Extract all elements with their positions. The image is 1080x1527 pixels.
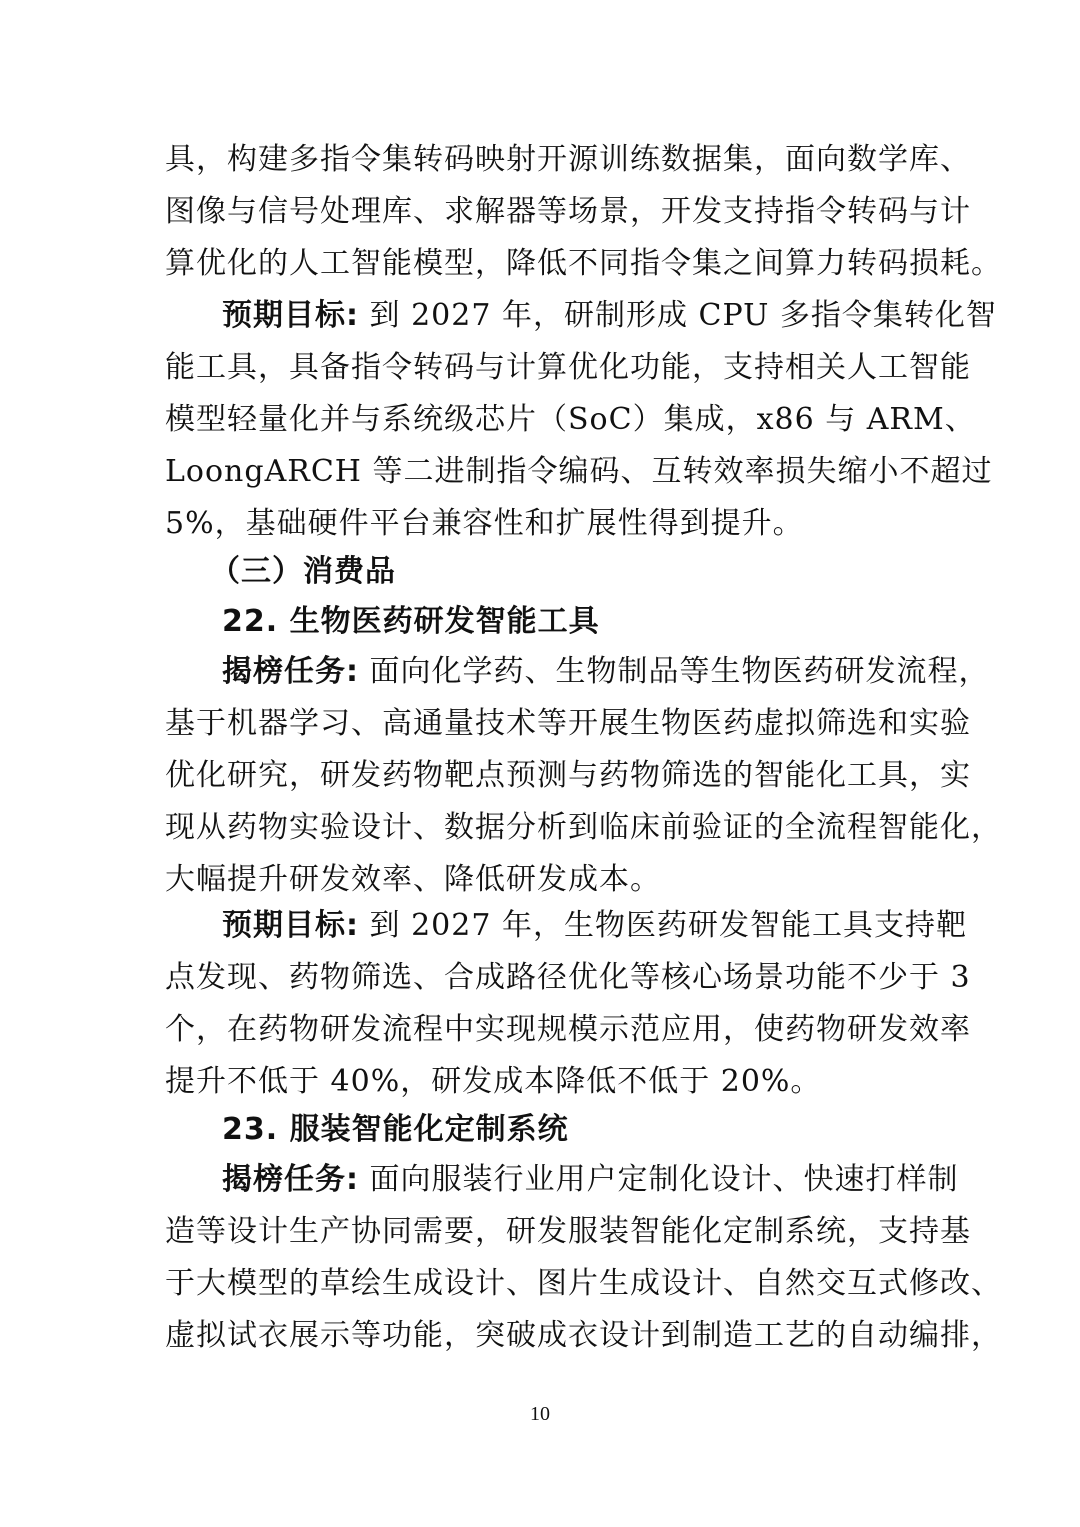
paragraph-line: 点发现、药物筛选、合成路径优化等核心场景功能不少于 3: [165, 960, 971, 995]
item-22-goal-first-line: [222, 906, 967, 946]
goal-label: 预期目标:: [222, 298, 359, 333]
task-label: 揭榜任务:: [222, 1162, 359, 1197]
item-22-task-first-line: [222, 652, 990, 692]
paragraph-line: 个，在药物研发流程中实现规模示范应用，使药物研发效率: [165, 1012, 971, 1047]
paragraph-line: LoongARCH 等二进制指令编码、互转效率损失缩小不超过: [165, 454, 993, 489]
paragraph-line: 模型轻量化并与系统级芯片（SoC）集成，x86 与 ARM、: [165, 402, 976, 437]
paragraph-line: 算优化的人工智能模型，降低不同指令集之间算力转码损耗。: [165, 246, 1002, 281]
paragraph-line: 5%，基础硬件平台兼容性和扩展性得到提升。: [165, 506, 804, 541]
paragraph-line: 现从药物实验设计、数据分析到临床前验证的全流程智能化，: [165, 810, 1002, 845]
goal-label: 预期目标:: [222, 908, 359, 943]
paragraph-line: 基于机器学习、高通量技术等开展生物医药虚拟筛选和实验: [165, 706, 971, 741]
task-text: 面向化学药、生物制品等生物医药研发流程，: [359, 654, 990, 689]
paragraph-line: 造等设计生产协同需要，研发服装智能化定制系统，支持基: [165, 1214, 971, 1249]
paragraph-line: 优化研究，研发药物靶点预测与药物筛选的智能化工具，实: [165, 758, 971, 793]
section-heading: （三）消费品: [210, 554, 396, 589]
item-23-task-first-line: [222, 1160, 959, 1200]
task-label: 揭榜任务:: [222, 654, 359, 689]
paragraph-line: 于大模型的草绘生成设计、图片生成设计、自然交互式修改、: [165, 1266, 1002, 1301]
task-text: 面向服装行业用户定制化设计、快速打样制: [359, 1162, 959, 1197]
goal-text: 到 2027 年，研制形成 CPU 多指令集转化智: [359, 298, 997, 333]
paragraph-line: 能工具，具备指令转码与计算优化功能，支持相关人工智能: [165, 350, 971, 385]
page-number: 10: [530, 1403, 550, 1425]
paragraph-line: 大幅提升研发效率、降低研发成本。: [165, 862, 661, 897]
paragraph-line: 虚拟试衣展示等功能，突破成衣设计到制造工艺的自动编排，: [165, 1318, 1002, 1353]
paragraph-line: 具，构建多指令集转码映射开源训练数据集，面向数学库、: [165, 142, 971, 177]
goal-text: 到 2027 年，生物医药研发智能工具支持靶: [359, 908, 967, 943]
item-22-title: 22. 生物医药研发智能工具: [222, 604, 600, 639]
goal-paragraph-first-line: [222, 296, 997, 336]
paragraph-line: 图像与信号处理库、求解器等场景，开发支持指令转码与计: [165, 194, 971, 229]
paragraph-line: 提升不低于 40%，研发成本降低不低于 20%。: [165, 1064, 822, 1099]
item-23-title: 23. 服装智能化定制系统: [222, 1112, 569, 1147]
